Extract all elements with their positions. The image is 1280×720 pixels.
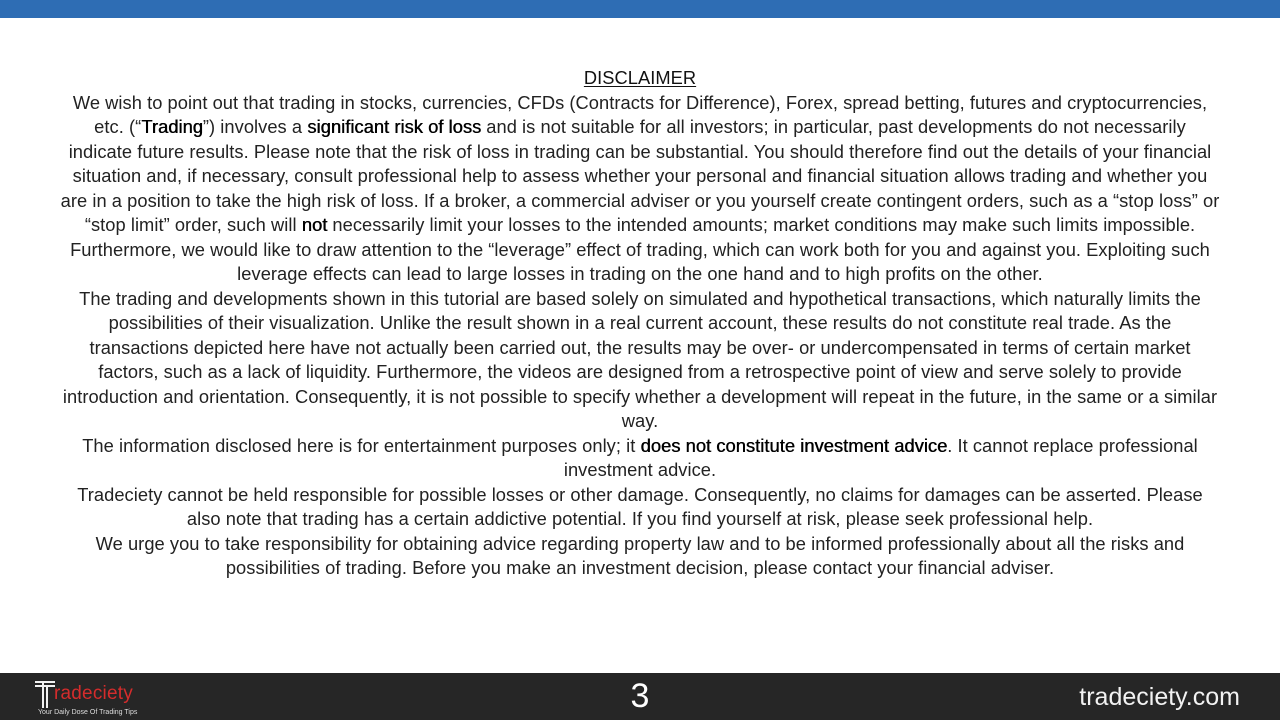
footer-bar (0, 673, 1280, 720)
paragraph-text: We wish to point out that trading in stocks, currencies, CFDs (Contracts for Difference), Forex, spread betting, futures and cryptocurrencies, etc. (“ (72, 91, 1208, 137)
paragraph-text: The trading and developments shown in this tutorial are based solely on simulated and hypothetical transactions, which naturally limits the possibilities of their visualization. Unlike the result shown in a real current account, these results do not constitute real trade. As the transactions depicted here have not actually been carried out, the results may be over- or undercompensated in terms of certain market factors, such as a lack of liquidity. Furthermore, the videos are designed from a retrospective point of view and serve solely to provide introduction and orientation. Consequently, it is not possible to specify whether a development will repeat in the future, in the same or a similar way. (62, 287, 1218, 431)
paragraph-text: necessarily limit your losses to the intended amounts; market conditions may make such limits impossible. (327, 214, 1196, 235)
disclaimer-paragraph (60, 532, 1220, 581)
disclaimer-title: DISCLAIMER (583, 67, 697, 88)
paragraph-text: The information disclosed here is for entertainment purposes only; it (82, 434, 641, 456)
emphasized-text: does not constitute investment advice (640, 434, 948, 456)
emphasized-text: not (301, 214, 328, 235)
logo-wordmark: radeciety (54, 683, 133, 704)
logo-tagline: Your Daily Dose Of Trading Tips (38, 709, 138, 716)
paragraph-text: Tradeciety cannot be held responsible for possible losses or other damage. Consequently, no claims for damages can be asserted. Please also note that trading has a certain addictive potential. If you find yourself at risk, please seek professional help. (77, 483, 1203, 529)
site-url: tradeciety.com (1079, 683, 1240, 711)
paragraph-text: and is not suitable for all investors; in particular, past developments do not necessarily indicate future results. Please note that the risk of loss in trading can be substantial. You should therefore find out the details of your financial situation and, if necessary, consult professional help to assess whether your personal and financial situation allows trading and whether you are in a position to take the high risk of loss. If a broker, a commercial adviser or you yourself create contingent orders, such as a “stop loss” or “stop limit” order, such will (60, 116, 1220, 235)
emphasized-text: Trading (141, 116, 203, 137)
disclaimer-section (60, 66, 1220, 581)
paragraph-text: We urge you to take responsibility for obtaining advice regarding property law and to be informed professionally about all the risks and possibilities of trading. Before you make an investment decision, please contact your financial adviser. (95, 532, 1185, 578)
disclaimer-paragraph (60, 91, 1220, 238)
logo-t-icon (34, 681, 56, 709)
disclaimer-paragraph (60, 434, 1220, 483)
page-number: 3 (630, 677, 650, 715)
top-accent-bar (0, 0, 1280, 18)
disclaimer-paragraphs (60, 91, 1220, 581)
disclaimer-paragraph (60, 238, 1220, 287)
paragraph-text: Furthermore, we would like to draw attention to the “leverage” effect of trading, which can work both for you and against you. Exploiting such leverage effects can lead to large losses in trading on the one hand and to high profits on the other. (70, 238, 1210, 284)
disclaimer-paragraph (60, 483, 1220, 532)
tradeciety-logo (34, 681, 174, 717)
disclaimer-paragraph (60, 287, 1220, 434)
emphasized-text: significant risk of loss (307, 116, 482, 137)
paragraph-text: ”) involves a (202, 116, 308, 137)
paragraph-text: . It cannot replace professional investment advice. (563, 434, 1198, 480)
